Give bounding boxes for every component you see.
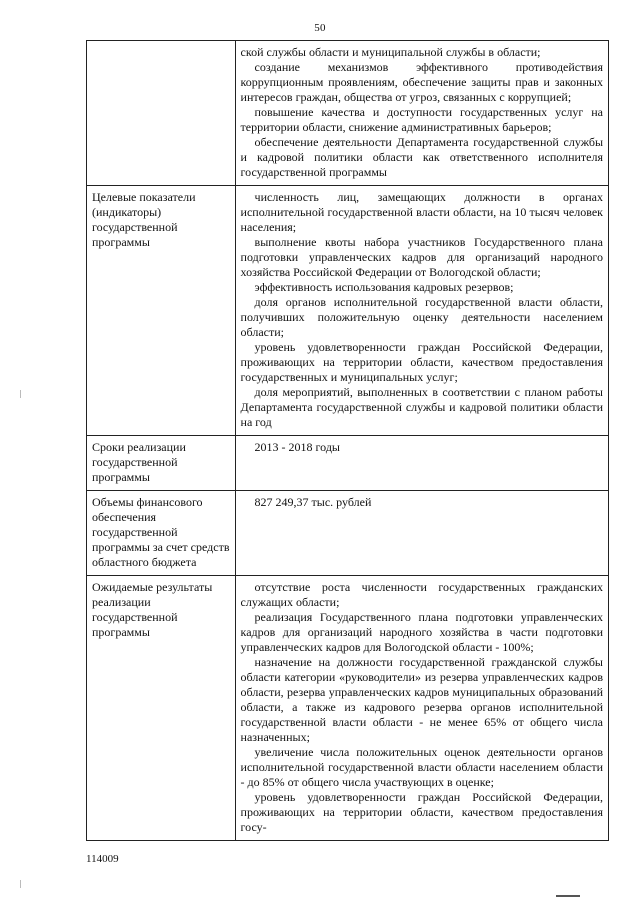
table-row [87,576,609,841]
paragraph: доля органов исполнительной государственной власти области, получивших положительную оценку деятельности населением области; [240,295,603,339]
scan-artifact [20,880,21,888]
paragraph: назначение на должности государственной гражданской службы области категории «руководители» из резерва управленческих кадров области, резерва управленческих кадров муниципальных образований области, а также из кадрового резерва органов исполнительной государственной власти области - не менее 65% от общего числа назначенных; [240,655,603,744]
row-content [235,41,608,186]
table-row [87,41,609,186]
document-code: 114009 [86,853,119,865]
table-row [87,491,609,576]
paragraph: 827 249,37 тыс. рублей [254,495,372,509]
row-content [235,576,608,841]
row-content [235,491,608,576]
page-number: 50 [314,22,326,34]
row-label: Сроки реализации государственной программы [87,436,236,491]
scan-artifact [20,390,21,398]
paragraph: уровень удовлетворенности граждан Российской Федерации, проживающих на территории области, качеством предоставления государственных и муниципальных услуг; [240,340,603,384]
paragraph: численность лиц, замещающих должности в органах исполнительной государственной власти области, на 10 тысяч человек населения; [240,190,603,234]
paragraph: создание механизмов эффективного противодействия коррупционным проявлениям, обеспечение защиты прав и законных интересов граждан, общества от угроз, связанных с коррупцией; [240,60,603,104]
row-content [235,186,608,436]
paragraph: доля мероприятий, выполненных в соответствии с планом работы Департамента государственной службы и кадровой политики области на год [240,385,603,429]
paragraph: увеличение числа положительных оценок деятельности органов исполнительной государственной власти области населением области - до 85% от общего числа участвующих в оценке; [240,745,603,789]
paragraph: выполнение квоты набора участников Государственного плана подготовки управленческих кадров для организаций народного хозяйства Российской Федерации от Вологодской области; [240,235,603,279]
paragraph: повышение качества и доступности государственных услуг на территории области, снижение административных барьеров; [240,105,603,134]
row-label [87,41,236,186]
paragraph: отсутствие роста численности государственных гражданских служащих области; [240,580,603,609]
paragraph: обеспечение деятельности Департамента государственной службы и кадровой политики области как ответственного исполнителя государственной программы [240,135,603,179]
row-label: Целевые показатели (индикаторы) государственной программы [87,186,236,436]
table-row [87,186,609,436]
scan-artifact [556,895,580,897]
paragraph: реализация Государственного плана подготовки управленческих кадров для организаций народного хозяйства в части подготовки управленческих кадров для Вологодской области - 100%; [240,610,603,654]
row-label: Объемы финансового обеспечения государственной программы за счет средств областного бюджета [87,491,236,576]
program-passport-table [86,40,609,841]
row-content [235,436,608,491]
paragraph: 2013 - 2018 годы [254,440,340,454]
table-row [87,436,609,491]
paragraph: уровень удовлетворенности граждан Российской Федерации, проживающих на территории области, качеством предоставления госу- [240,790,603,834]
paragraph: эффективность использования кадровых резервов; [254,280,514,294]
row-label: Ожидаемые результаты реализации государственной программы [87,576,236,841]
paragraph: ской службы области и муниципальной службы в области; [240,45,541,59]
